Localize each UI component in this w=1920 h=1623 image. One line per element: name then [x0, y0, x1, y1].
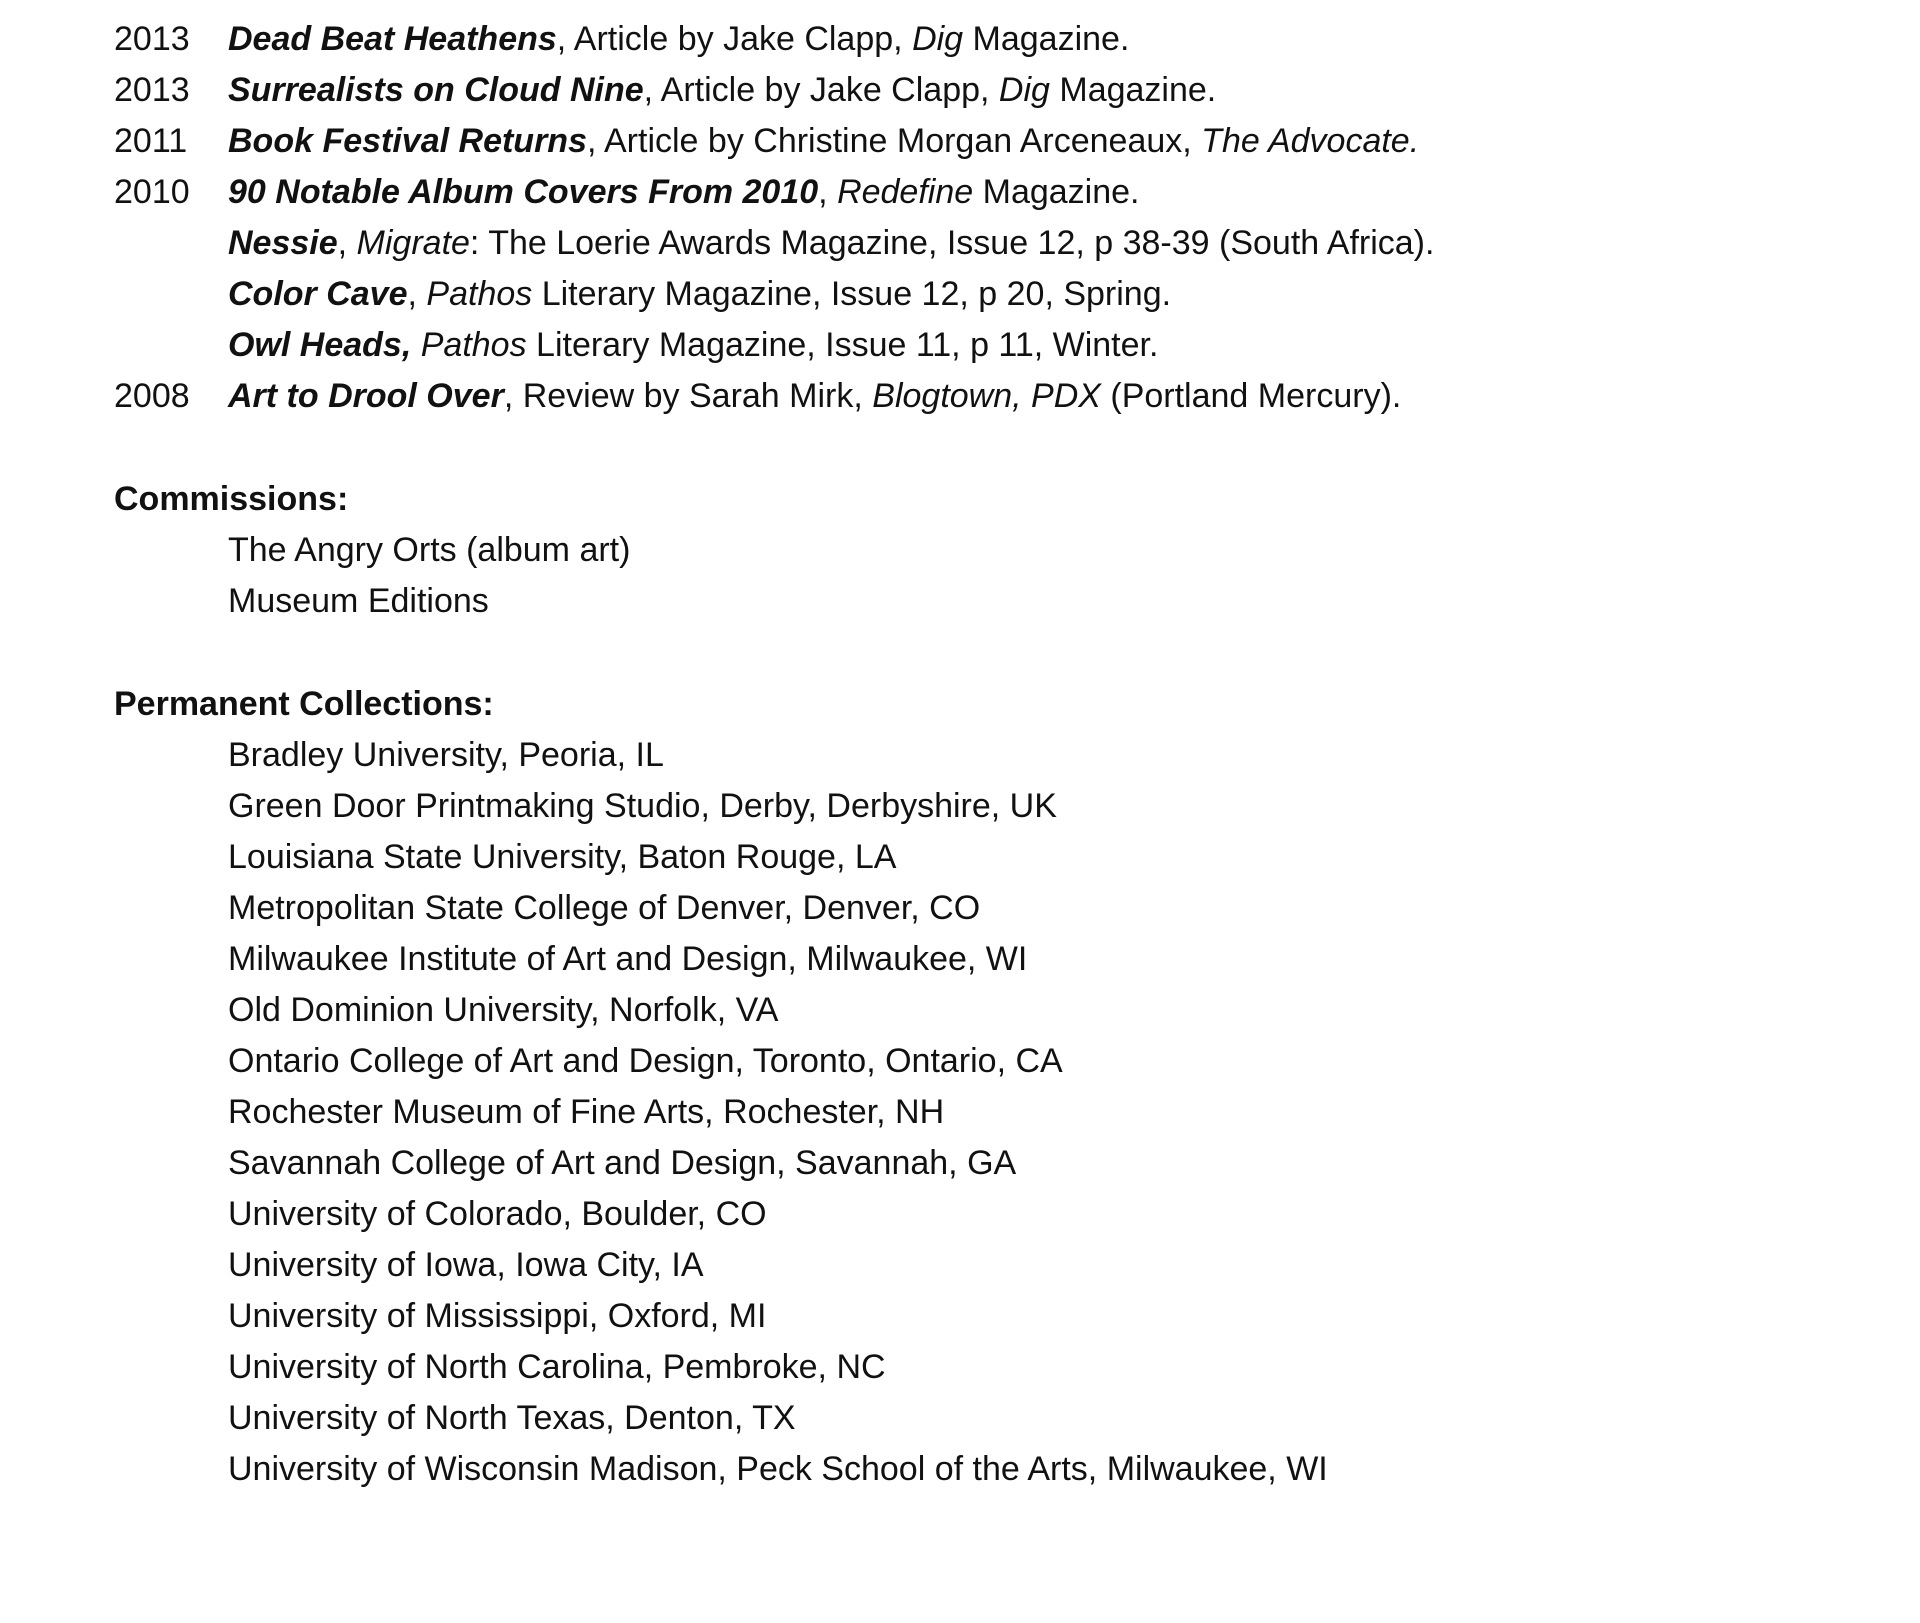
publication-year: 2013	[114, 20, 190, 58]
publication-row	[114, 65, 1874, 116]
publication-entry	[228, 14, 1129, 65]
publication-text: Literary Magazine, Issue 11, p 11, Winter.	[526, 326, 1159, 364]
publication-title-wrapper	[228, 173, 818, 211]
publication-title-wrapper	[228, 20, 557, 58]
publication-source: Pathos	[426, 275, 533, 313]
publication-entry	[228, 320, 1158, 371]
collection-item: Rochester Museum of Fine Arts, Rochester, NH	[228, 1093, 945, 1131]
publication-row	[114, 269, 1874, 320]
collection-item: Savannah College of Art and Design, Savannah, GA	[228, 1144, 1017, 1182]
publication-entry	[228, 269, 1171, 320]
publication-text: Magazine.	[973, 173, 1140, 211]
publication-title-wrapper	[228, 122, 587, 160]
publication-title: Owl Heads,	[228, 326, 412, 364]
publication-text: ,	[407, 275, 427, 313]
publication-row	[114, 218, 1874, 269]
publication-title-wrapper	[228, 326, 411, 364]
publication-entry	[228, 218, 1434, 269]
publication-row	[114, 320, 1874, 371]
publication-text: , Review by Sarah Mirk,	[503, 377, 873, 415]
publication-text: : The Loerie Awards Magazine, Issue 12, p 38-39 (South Africa).	[469, 224, 1435, 262]
publication-entry	[228, 65, 1216, 116]
collection-item: Louisiana State University, Baton Rouge, LA	[228, 838, 897, 876]
publication-year: 2010	[114, 173, 190, 211]
section-spacer	[114, 422, 1874, 474]
publication-year: 2011	[114, 122, 188, 160]
commission-item: Museum Editions	[228, 582, 489, 620]
publication-row	[114, 167, 1874, 218]
publication-title: Color Cave	[228, 275, 408, 313]
publication-title-wrapper	[228, 71, 644, 109]
publication-entry	[228, 167, 1140, 218]
collection-item: University of Colorado, Boulder, CO	[228, 1195, 767, 1233]
collection-item: University of North Carolina, Pembroke, NC	[228, 1348, 886, 1386]
publication-source: The Advocate.	[1201, 122, 1420, 160]
publication-source: Dig	[998, 71, 1050, 109]
publication-title-wrapper	[228, 224, 338, 262]
publication-title: Dead Beat Heathens	[228, 20, 557, 58]
publication-year: 2013	[114, 71, 190, 109]
publication-text: ,	[818, 173, 838, 211]
publication-year: 2008	[114, 377, 190, 415]
collection-item: Metropolitan State College of Denver, Denver, CO	[228, 889, 981, 927]
publication-source: Pathos	[420, 326, 527, 364]
permanent-collections-list	[114, 730, 1874, 1495]
publication-source: Dig	[912, 20, 964, 58]
collection-item: Old Dominion University, Norfolk, VA	[228, 991, 779, 1029]
publications-list	[114, 14, 1874, 422]
publication-source: Blogtown, PDX	[872, 377, 1101, 415]
collection-item: University of Mississippi, Oxford, MI	[228, 1297, 767, 1335]
publication-text	[411, 326, 420, 364]
collection-item: Bradley University, Peoria, IL	[228, 736, 664, 774]
section-spacer	[114, 627, 1874, 679]
publication-title: Surrealists on Cloud Nine	[228, 71, 644, 109]
collection-item: University of Iowa, Iowa City, IA	[228, 1246, 704, 1284]
publication-text: Literary Magazine, Issue 12, p 20, Spring.	[532, 275, 1172, 313]
publication-title: Art to Drool Over	[228, 377, 504, 415]
publication-title-wrapper	[228, 377, 504, 415]
collection-item: University of North Texas, Denton, TX	[228, 1399, 796, 1437]
publication-title: 90 Notable Album Covers From 2010	[228, 173, 819, 211]
publication-title: Book Festival Returns	[228, 122, 587, 160]
publication-text: , Article by Jake Clapp,	[643, 71, 999, 109]
publication-text: ,	[337, 224, 357, 262]
commissions-heading: Commissions:	[114, 480, 349, 518]
commissions-list	[114, 525, 1874, 627]
commission-item: The Angry Orts (album art)	[228, 531, 631, 569]
publication-entry	[228, 116, 1419, 167]
collection-item: Green Door Printmaking Studio, Derby, Derbyshire, UK	[228, 787, 1057, 825]
publication-entry	[228, 371, 1401, 422]
publication-text: Magazine.	[963, 20, 1130, 58]
publication-title: Nessie	[228, 224, 338, 262]
permanent-collections-heading: Permanent Collections:	[114, 685, 494, 723]
publication-source: Redefine	[837, 173, 974, 211]
publication-source: Migrate	[356, 224, 470, 262]
collection-item: University of Wisconsin Madison, Peck School of the Arts, Milwaukee, WI	[228, 1450, 1328, 1488]
publication-row	[114, 14, 1874, 65]
publication-text: , Article by Jake Clapp,	[556, 20, 913, 58]
collection-item: Ontario College of Art and Design, Toronto, Ontario, CA	[228, 1042, 1063, 1080]
cv-page	[114, 14, 1874, 1495]
publication-text: Magazine.	[1049, 71, 1217, 109]
publication-row	[114, 116, 1874, 167]
publication-text: (Portland Mercury).	[1100, 377, 1402, 415]
publication-title-wrapper	[228, 275, 408, 313]
publication-text: , Article by Christine Morgan Arceneaux,	[586, 122, 1202, 160]
collection-item: Milwaukee Institute of Art and Design, Milwaukee, WI	[228, 940, 1028, 978]
publication-row	[114, 371, 1874, 422]
